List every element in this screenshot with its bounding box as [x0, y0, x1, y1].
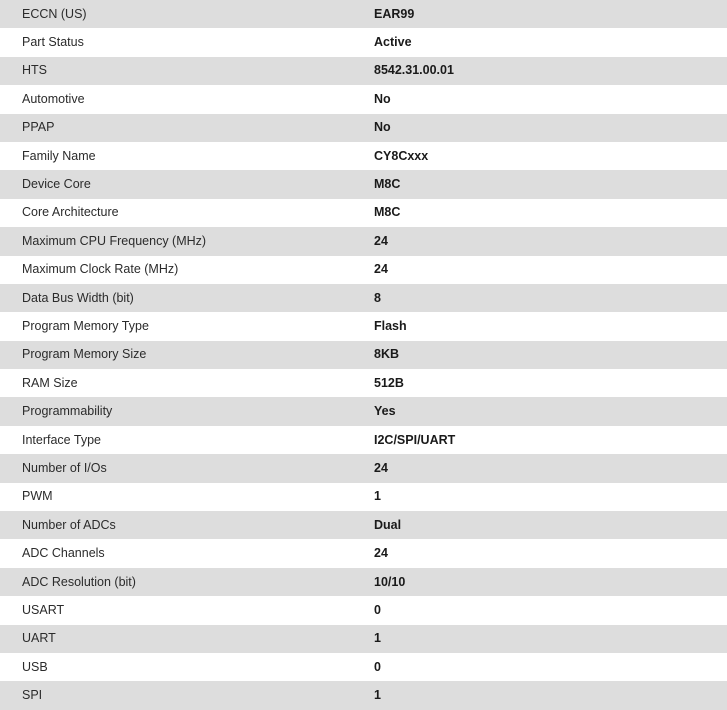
table-cell-value: 1 — [374, 483, 727, 511]
table-row — [0, 625, 727, 653]
table-cell-label: Interface Type — [0, 426, 374, 454]
table-cell-label: Program Memory Size — [0, 341, 374, 369]
table-cell-value: Yes — [374, 397, 727, 425]
table-row — [0, 568, 727, 596]
table-cell-value: 512B — [374, 369, 727, 397]
table-cell-value: EAR99 — [374, 0, 727, 28]
table-cell-label: ECCN (US) — [0, 0, 374, 28]
table-row — [0, 227, 727, 255]
table-cell-label: RAM Size — [0, 369, 374, 397]
table-row — [0, 341, 727, 369]
table-row — [0, 596, 727, 624]
table-cell-value: 8542.31.00.01 — [374, 57, 727, 85]
table-row — [0, 28, 727, 56]
table-cell-label: Programmability — [0, 397, 374, 425]
table-cell-label: PWM — [0, 483, 374, 511]
table-cell-value: CY8Cxxx — [374, 142, 727, 170]
table-row — [0, 369, 727, 397]
table-cell-value: M8C — [374, 170, 727, 198]
table-row — [0, 57, 727, 85]
table-cell-label: Number of I/Os — [0, 454, 374, 482]
table-cell-value: No — [374, 85, 727, 113]
table-cell-value: 24 — [374, 539, 727, 567]
table-cell-label: Data Bus Width (bit) — [0, 284, 374, 312]
table-cell-value: 8 — [374, 284, 727, 312]
table-cell-value: Active — [374, 28, 727, 56]
table-row — [0, 483, 727, 511]
table-cell-value: 1 — [374, 625, 727, 653]
table-cell-value: No — [374, 114, 727, 142]
table-cell-label: Part Status — [0, 28, 374, 56]
table-cell-label: Maximum CPU Frequency (MHz) — [0, 227, 374, 255]
table-row — [0, 284, 727, 312]
table-cell-label: Core Architecture — [0, 199, 374, 227]
table-row — [0, 539, 727, 567]
table-cell-label: Program Memory Type — [0, 312, 374, 340]
table-cell-value: 24 — [374, 256, 727, 284]
table-row — [0, 199, 727, 227]
table-cell-label: HTS — [0, 57, 374, 85]
table-cell-label: ADC Resolution (bit) — [0, 568, 374, 596]
table-cell-label: Automotive — [0, 85, 374, 113]
table-cell-value: 24 — [374, 454, 727, 482]
table-cell-value: 0 — [374, 653, 727, 681]
table-cell-label: Maximum Clock Rate (MHz) — [0, 256, 374, 284]
table-row — [0, 142, 727, 170]
table-cell-value: 1 — [374, 681, 727, 709]
table-row — [0, 312, 727, 340]
table-cell-value: I2C/SPI/UART — [374, 426, 727, 454]
table-row — [0, 653, 727, 681]
table-cell-label: USART — [0, 596, 374, 624]
table-row — [0, 681, 727, 709]
table-row — [0, 426, 727, 454]
table-cell-value: Flash — [374, 312, 727, 340]
table-row — [0, 170, 727, 198]
table-cell-value: 8KB — [374, 341, 727, 369]
table-row — [0, 114, 727, 142]
table-cell-label: SPI — [0, 681, 374, 709]
table-cell-label: USB — [0, 653, 374, 681]
table-cell-label: Device Core — [0, 170, 374, 198]
table-cell-label: Family Name — [0, 142, 374, 170]
table-cell-value: Dual — [374, 511, 727, 539]
table-cell-value: 10/10 — [374, 568, 727, 596]
table-row — [0, 454, 727, 482]
table-row — [0, 256, 727, 284]
table-row — [0, 511, 727, 539]
table-cell-label: UART — [0, 625, 374, 653]
table-cell-label: Number of ADCs — [0, 511, 374, 539]
table-row — [0, 397, 727, 425]
table-row — [0, 0, 727, 28]
table-row — [0, 85, 727, 113]
table-cell-value: 24 — [374, 227, 727, 255]
table-cell-label: ADC Channels — [0, 539, 374, 567]
table-cell-label: PPAP — [0, 114, 374, 142]
table-cell-value: 0 — [374, 596, 727, 624]
table-cell-value: M8C — [374, 199, 727, 227]
